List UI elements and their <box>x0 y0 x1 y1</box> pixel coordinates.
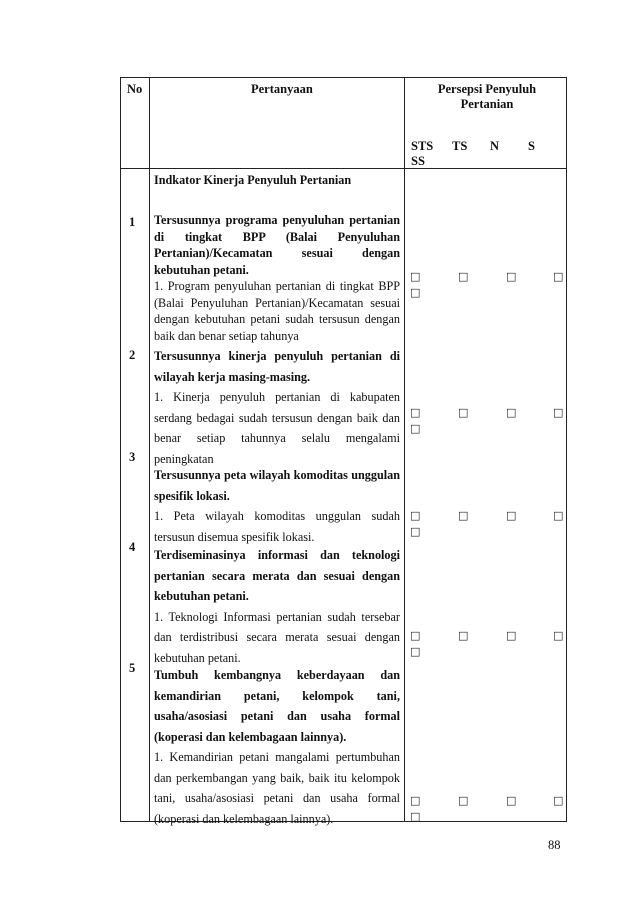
row-number: 3 <box>129 450 136 464</box>
question-statement: 1. Peta wilayah komoditas unggulan sudah tersusun disemua spesifik lokasi. <box>154 509 400 544</box>
checkbox-ss[interactable]: □ <box>410 422 421 435</box>
checkbox-s[interactable]: □ <box>553 509 564 522</box>
header-scale-s: S <box>528 139 535 153</box>
checkbox-sts[interactable]: □ <box>410 270 421 283</box>
header-scale-ss: SS <box>411 154 425 168</box>
row-number: 2 <box>129 348 136 362</box>
section-title: Indkator Kinerja Penyuluh Pertanian <box>154 173 352 187</box>
checkbox-ss[interactable]: □ <box>410 286 421 299</box>
page-number: 88 <box>548 838 561 852</box>
checkbox-n[interactable]: □ <box>506 509 517 522</box>
question-title: Tersusunnya kinerja penyuluh pertanian di wilayah kerja masing-masing. <box>154 349 400 384</box>
header-no: No <box>127 82 143 96</box>
row-number: 1 <box>129 215 136 229</box>
question-title: Tersusunnya peta wilayah komoditas unggulan spesifik lokasi. <box>154 468 400 503</box>
checkbox-ss[interactable]: □ <box>410 810 421 823</box>
checkbox-sts[interactable]: □ <box>410 794 421 807</box>
header-scale-sts: STS <box>411 139 434 153</box>
checkbox-sts[interactable]: □ <box>410 406 421 419</box>
header-perception: Persepsi Penyuluh Pertanian <box>437 82 537 111</box>
column-divider-question <box>404 78 405 821</box>
column-divider-no <box>149 78 150 821</box>
checkbox-s[interactable]: □ <box>553 406 564 419</box>
checkbox-ss[interactable]: □ <box>410 525 421 538</box>
question-title: Tersusunnya programa penyuluhan pertanian di tingkat BPP (Balai Penyuluhan Pertanian)/Kecamatan sesuai dengan kebutuhan petani. <box>154 213 400 277</box>
checkbox-n[interactable]: □ <box>506 794 517 807</box>
question-item <box>154 346 400 469</box>
question-title: Terdiseminasinya informasi dan teknologi pertanian secara merata dan sesuai dengan kebutuhan petani. <box>154 548 400 603</box>
question-statement: 1. Kemandirian petani mangalami pertumbuhan dan perkembangan yang baik, baik itu kelompok tani, usaha/asosiasi petani dan usaha formal (koperasi dan kelembagaan lainnya). <box>154 750 400 826</box>
header-scale-n: N <box>490 139 500 153</box>
checkbox-ts[interactable]: □ <box>458 509 469 522</box>
question-item <box>154 212 400 344</box>
header-scale-ts: TS <box>452 139 468 153</box>
checkbox-ts[interactable]: □ <box>458 270 469 283</box>
checkbox-n[interactable]: □ <box>506 406 517 419</box>
checkbox-ts[interactable]: □ <box>458 794 469 807</box>
checkbox-s[interactable]: □ <box>553 794 564 807</box>
checkbox-n[interactable]: □ <box>506 270 517 283</box>
checkbox-sts[interactable]: □ <box>410 509 421 522</box>
header-question: Pertanyaan <box>251 82 313 96</box>
row-number: 4 <box>129 540 136 554</box>
checkbox-ss[interactable]: □ <box>410 645 421 658</box>
header-divider <box>121 168 566 169</box>
question-item <box>154 465 400 547</box>
questionnaire-table <box>120 77 567 826</box>
checkbox-sts[interactable]: □ <box>410 629 421 642</box>
question-item <box>154 665 400 829</box>
checkbox-ts[interactable]: □ <box>458 406 469 419</box>
checkbox-ts[interactable]: □ <box>458 629 469 642</box>
checkbox-s[interactable]: □ <box>553 270 564 283</box>
question-title: Tumbuh kembangnya keberdayaan dan kemandirian petani, kelompok tani, usaha/asosiasi petani dan usaha formal (koperasi dan kelembagaan lainnya). <box>154 668 400 744</box>
question-statement: 1. Teknologi Informasi pertanian sudah tersebar dan terdistribusi secara merata sesuai dengan kebutuhan petani. <box>154 609 400 665</box>
question-item <box>154 545 400 668</box>
row-number: 5 <box>129 661 136 675</box>
checkbox-s[interactable]: □ <box>553 629 564 642</box>
checkbox-n[interactable]: □ <box>506 629 517 642</box>
question-statement: 1. Program penyuluhan pertanian di tingkat BPP (Balai Penyuluhan Pertanian)/Kecamatan sesuai dengan kebutuhan petani sudah tersusun dengan baik dan benar setiap tahunya <box>154 279 400 343</box>
question-statement: 1. Kinerja penyuluh pertanian di kabupaten serdang bedagai sudah tersusun dengan baik dan benar setiap tahunnya selalu mengalami peningkatan <box>154 390 400 466</box>
